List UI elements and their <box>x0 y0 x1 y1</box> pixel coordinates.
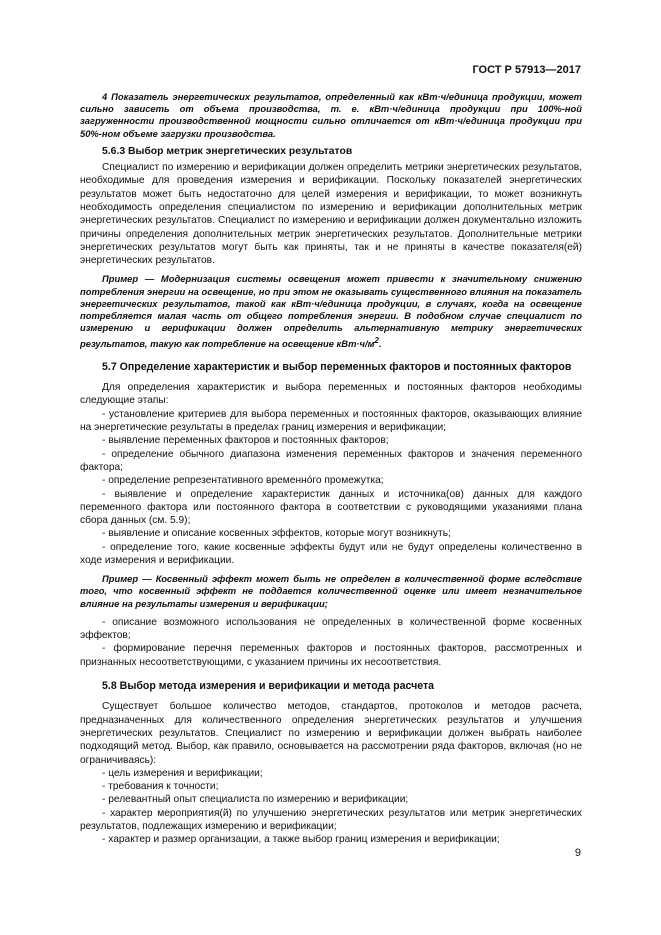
list-item: - релевантный опыт специалиста по измерению и верификации; <box>102 794 409 806</box>
list-item: - характер мероприятия(й) по улучшению энергетических результатов или метрик энергетических результатов, подлежащих измерению и верификации; <box>80 807 582 833</box>
section-5-6-3-body: Специалист по измерению и верификации должен определить метрики энергетических результатов, необходимые для проведения измерения и верификации. Поскольку показателей энергетических результатов может быть недостаточно для целей измерения и верификации, то может возникнуть необходимость определения специалистом по измерению и верификации дополнительных метрик энергетических результатов. Специалист по измерению и верификации должен документально изложить причины определения дополнительных метрик энергетических результатов. Дополнительные метрики энергетических результатов могут быть как приняты, так и не приняты в качестве показателя(ей) энергетических результатов. <box>80 162 582 267</box>
section-5-6-3-title: 5.6.3 Выбор метрик энергетических результатов <box>102 145 353 157</box>
list-item: - выявление и определение характеристик данных и источника(ов) данных для каждого переменного фактора или постоянного фактора в соответствии с руководящими указаниями плана сбора данных (см. 5.9); <box>80 488 582 527</box>
section-5-8-title: 5.8 Выбор метода измерения и верификации и метода расчета <box>102 680 435 693</box>
list-item: - определение того, какие косвенные эффекты будут или не будут определены количественно в ходе измерения и верификации. <box>80 541 582 566</box>
example-end: . <box>378 337 382 349</box>
page-number: 9 <box>574 847 581 859</box>
list-item: - характер и размер организации, а также выбор границ измерения и верификации; <box>102 834 500 846</box>
example-text: Пример — Модернизация системы освещения может привести к значительному снижению потребления энергии на освещение, но при этом не оказывать существенного влияния на показатель энергетических результатов, такой как кВт·ч/единица продукции, в случаях, когда на освещение потребляется малая часть от общего потребления энергии. В подобном случае специалист по измерению и верификации должен определить альтернативную метрику энергетических результатов, такую как потребление на освещение кВт·ч/м <box>80 273 582 349</box>
list-item: - определение обычного диапазона изменения переменных факторов и значения переменного фактора; <box>80 448 582 473</box>
example-superscript: 2 <box>374 335 379 345</box>
list-item: - описание возможного использования не определенных в количественной форме косвенных эффектов; <box>80 616 582 642</box>
list-item: - цель измерения и верификации; <box>102 767 263 779</box>
list-item: - требования к точности; <box>102 781 219 793</box>
list-item: - выявление переменных факторов и постоянных факторов; <box>102 435 389 447</box>
note-4: 4 Показатель энергетических результатов, определенный как кВт·ч/единица продукции, может сильно зависеть от объема производства, т. е. кВт·ч/единица продукции при 100%-ной загруженности производственной мощности сильно отличается от кВт·ч/единица продукции при 50%-ном объеме загрузки производства. <box>80 91 582 139</box>
page-content <box>80 91 582 847</box>
list-item: - выявление и описание косвенных эффектов, которые могут возникнуть; <box>102 528 451 540</box>
document-id-header: ГОСТ Р 57913—2017 <box>472 64 581 76</box>
section-5-8-intro: Существует большое количество методов, стандартов, протоколов и методов расчета, предназначенных для количественного определения энергетических результатов и улучшения энергетических результатов. Специалист по измерению и верификации должен выбрать наиболее подходящий метод. Выбор, как правило, основывается на рассмотрении ряда факторов, включая (но не ограничиваясь): <box>80 701 582 766</box>
section-5-6-3-example <box>80 273 582 349</box>
list-item: - определение репрезентативного временно́го промежутка; <box>102 475 384 487</box>
list-item: - формирование перечня переменных факторов и постоянных факторов, рассмотренных и признанных несоответствующими, с указанием причины их несоответствия. <box>80 643 582 668</box>
section-5-7-intro: Для определения характеристик и выбора переменных и постоянных факторов необходимы следующие этапы: <box>80 382 582 407</box>
list-item: - установление критериев для выбора переменных и постоянных факторов, оказывающих влияние на энергетические результаты в пределах границ измерения и верификации; <box>80 408 582 434</box>
section-5-7-title: 5.7 Определение характеристик и выбор переменных факторов и постоянных факторов <box>102 360 572 373</box>
section-5-7-example: Пример — Косвенный эффект может быть не определен в количественной форме вследствие того, что косвенный эффект не поддается количественной оценке или имеет незначительное влияние на результаты измерения и верификации; <box>80 573 582 609</box>
